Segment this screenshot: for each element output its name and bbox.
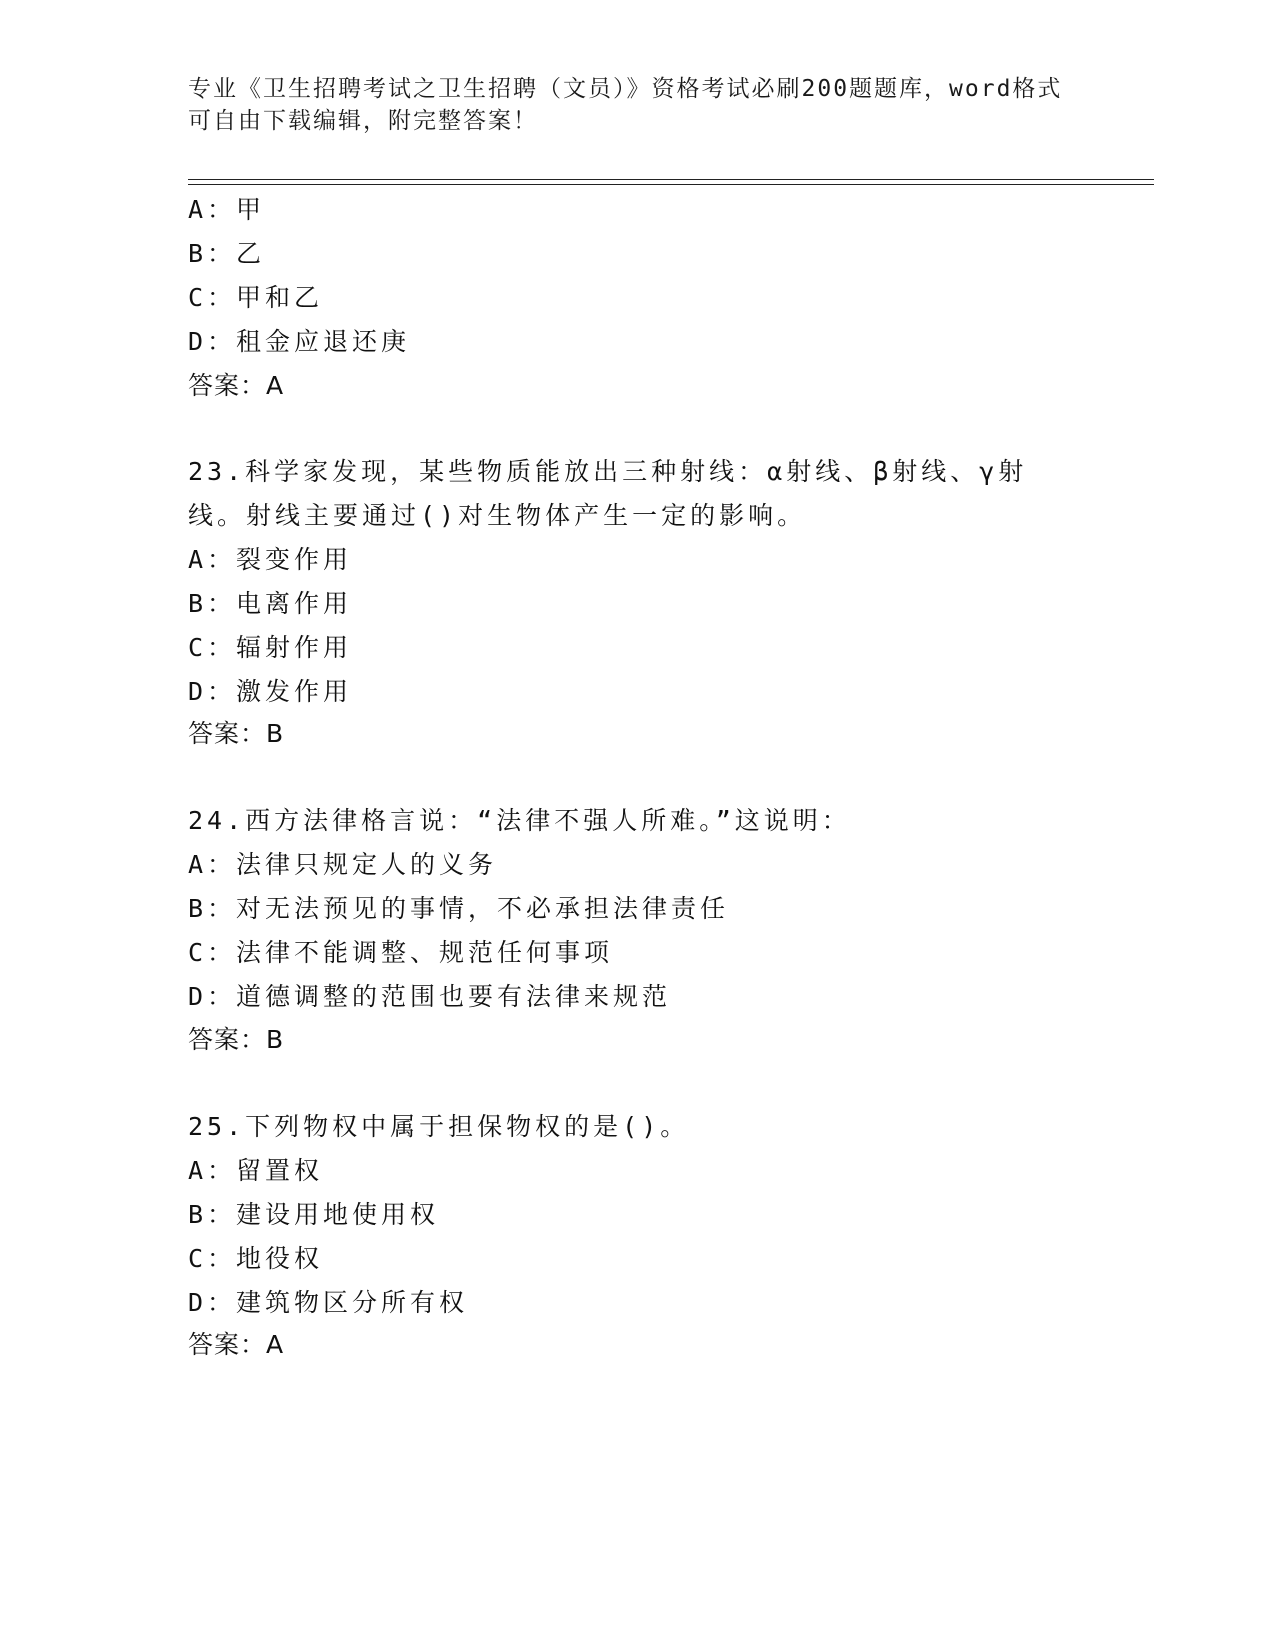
option-b: B：乙 xyxy=(188,239,266,268)
answer: 答案：B xyxy=(188,719,285,748)
question-stem-continued: 线。射线主要通过()对生物体产生一定的影响。 xyxy=(188,501,807,530)
option-a: A：裂变作用 xyxy=(188,545,353,574)
header-line-1: 专业《卫生招聘考试之卫生招聘（文员）》资格考试必刷200题题库，word格式 xyxy=(188,76,1063,102)
answer: 答案：B xyxy=(188,1025,285,1054)
option-c: C：法律不能调整、规范任何事项 xyxy=(188,938,614,967)
option-c: C：辐射作用 xyxy=(188,633,353,662)
option-b: B：电离作用 xyxy=(188,589,353,618)
option-a: A：法律只规定人的义务 xyxy=(188,850,498,879)
answer: 答案：A xyxy=(188,371,285,400)
question-stem: 25.下列物权中属于担保物权的是()。 xyxy=(188,1112,690,1141)
header-divider-top xyxy=(188,179,1154,180)
option-d: D：建筑物区分所有权 xyxy=(188,1288,469,1317)
option-b: B：建设用地使用权 xyxy=(188,1200,440,1229)
document-header xyxy=(188,73,1068,137)
option-c: C：甲和乙 xyxy=(188,283,324,312)
question-stem: 23.科学家发现，某些物质能放出三种射线：α射线、β射线、γ射 xyxy=(188,457,1028,486)
option-c: C：地役权 xyxy=(188,1244,324,1273)
option-a: A：留置权 xyxy=(188,1156,324,1185)
question-stem: 24.西方法律格言说：“法律不强人所难。”这说明： xyxy=(188,806,851,835)
header-divider-bottom xyxy=(188,184,1154,185)
answer: 答案：A xyxy=(188,1330,285,1359)
option-a: A：甲 xyxy=(188,195,266,224)
option-d: D：道德调整的范围也要有法律来规范 xyxy=(188,982,672,1011)
header-line-2: 可自由下载编辑，附完整答案！ xyxy=(188,108,538,134)
option-d: D：租金应退还庚 xyxy=(188,327,411,356)
option-b: B：对无法预见的事情，不必承担法律责任 xyxy=(188,894,730,923)
option-d: D：激发作用 xyxy=(188,677,353,706)
